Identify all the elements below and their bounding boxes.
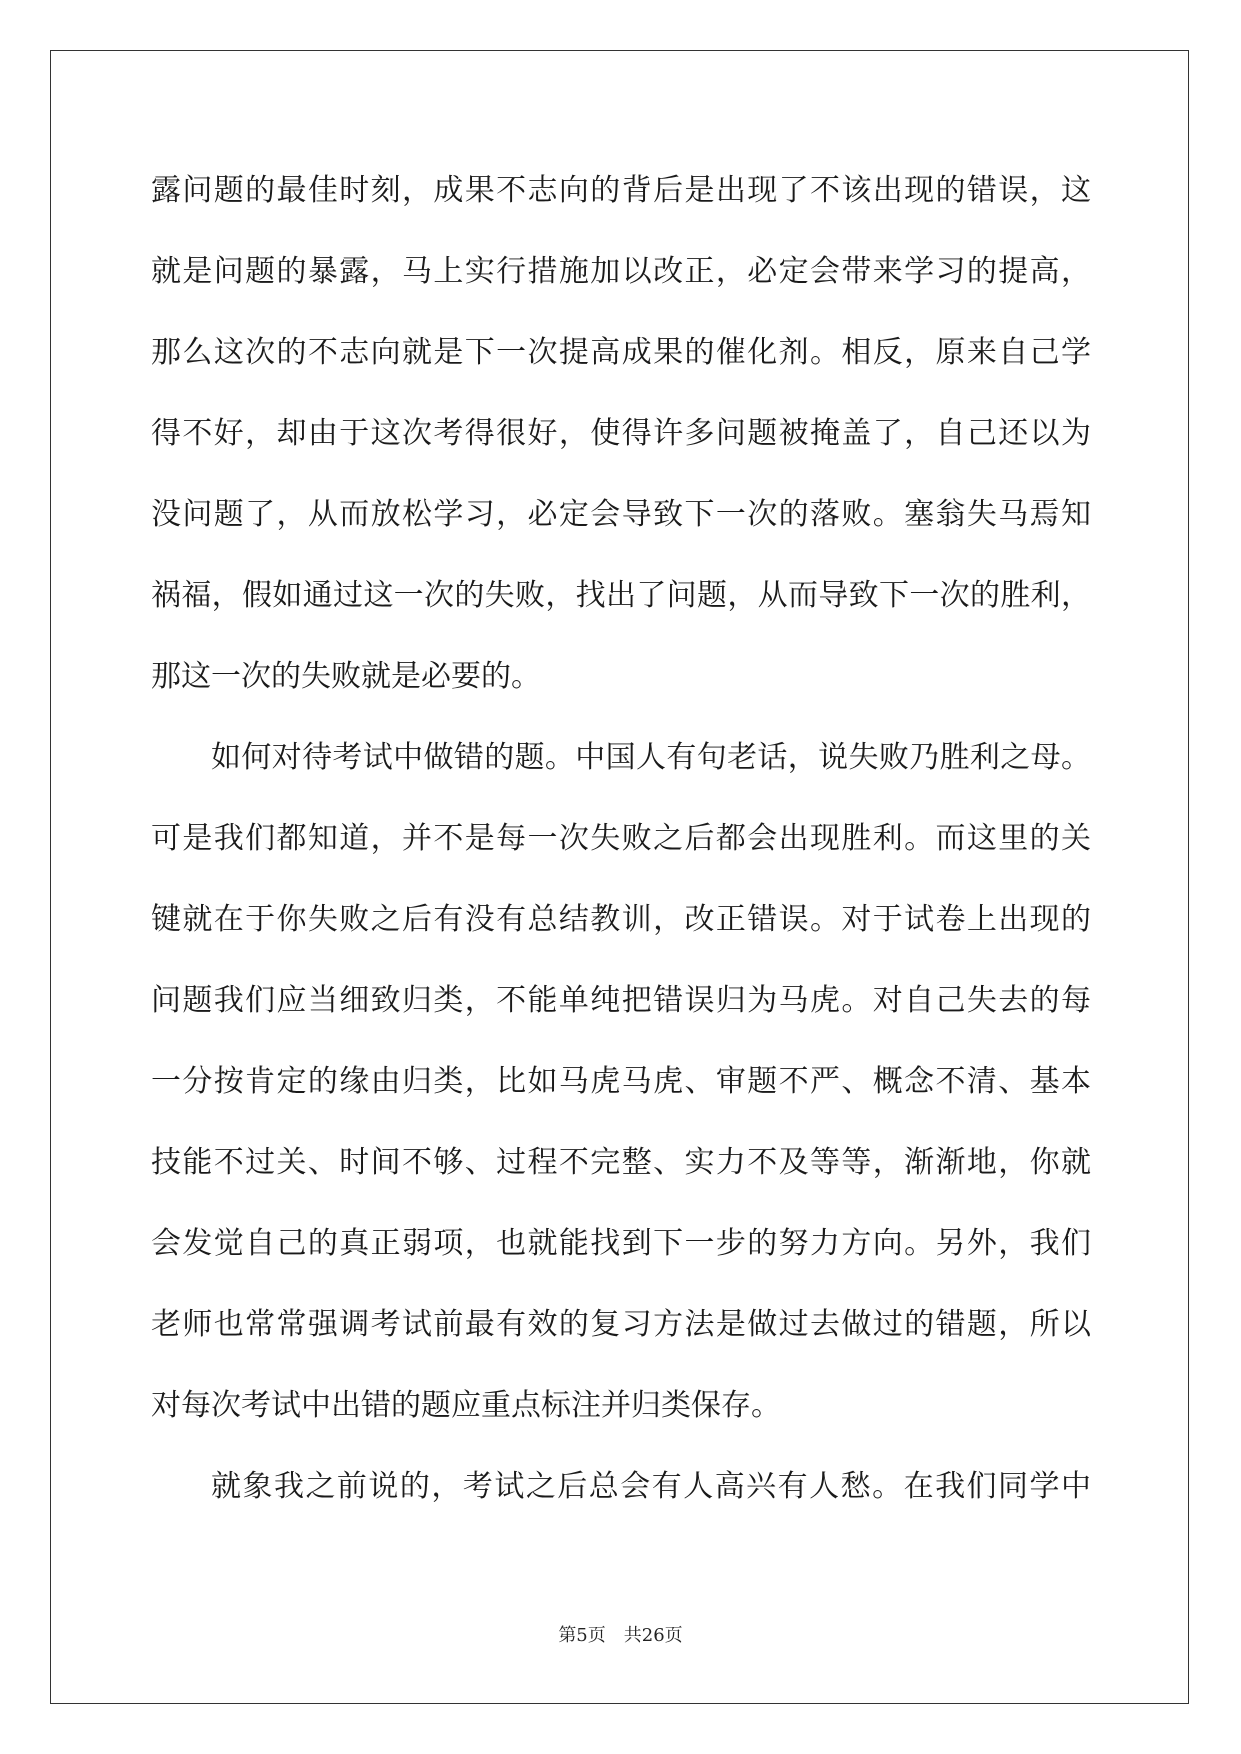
text-line: 如何对待考试中做错的题。中国人有句老话，说失败乃胜利之母。 (211, 740, 1091, 775)
text-line: 技能不过关、时间不够、过程不完整、实力不及等等，渐渐地，你就 (151, 1145, 1091, 1180)
text-line: 问题我们应当细致归类，不能单纯把错误归为马虎。对自己失去的每 (151, 983, 1091, 1018)
text-line: 一分按肯定的缘由归类，比如马虎马虎、审题不严、概念不清、基本 (151, 1064, 1091, 1099)
text-line: 就是问题的暴露，马上实行措施加以改正，必定会带来学习的提高， (151, 254, 1091, 289)
text-line: 老师也常常强调考试前最有效的复习方法是做过去做过的错题，所以 (151, 1307, 1091, 1342)
text-line: 会发觉自己的真正弱项，也就能找到下一步的努力方向。另外，我们 (151, 1226, 1091, 1261)
paragraph (151, 1446, 1091, 1527)
page-number-footer: 第5页 共26页 (558, 1625, 683, 1646)
text-line: 键就在于你失败之后有没有总结教训，改正错误。对于试卷上出现的 (151, 902, 1091, 937)
text-line: 那这一次的失败就是必要的。 (151, 659, 541, 694)
text-line: 得不好，却由于这次考得很好，使得许多问题被掩盖了，自己还以为 (151, 416, 1091, 451)
text-line: 祸福，假如通过这一次的失败，找出了问题，从而导致下一次的胜利， (151, 578, 1091, 613)
text-line: 对每次考试中出错的题应重点标注并归类保存。 (151, 1388, 781, 1423)
document-body (151, 150, 1091, 1527)
text-line: 可是我们都知道，并不是每一次失败之后都会出现胜利。而这里的关 (151, 821, 1091, 856)
text-line: 那么这次的不志向就是下一次提高成果的催化剂。相反，原来自己学 (151, 335, 1091, 370)
text-line: 没问题了，从而放松学习，必定会导致下一次的落败。塞翁失马焉知 (151, 497, 1091, 532)
text-line: 露问题的最佳时刻，成果不志向的背后是出现了不该出现的错误，这 (151, 173, 1091, 208)
paragraph (151, 150, 1091, 717)
text-line: 就象我之前说的，考试之后总会有人高兴有人愁。在我们同学中 (211, 1469, 1091, 1504)
paragraph (151, 717, 1091, 1446)
